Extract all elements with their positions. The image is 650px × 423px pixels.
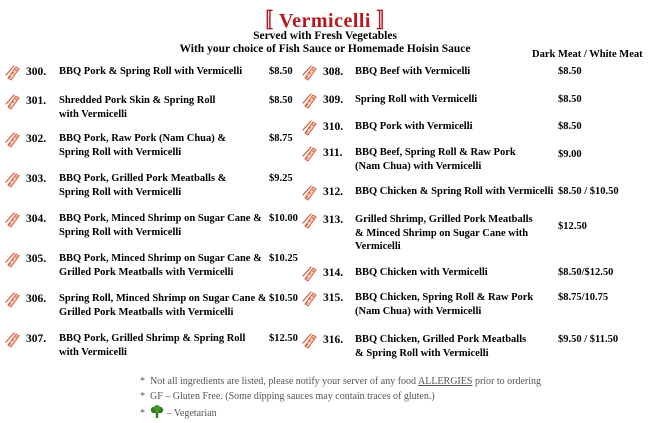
item-name: Shredded Pork Skin & Spring Roll [59,95,216,106]
item-number: 300. [26,66,47,78]
item-number: 304. [26,213,47,225]
chopsticks-icon [302,333,318,349]
subtitle-sauce: With your choice of Fish Sauce or Homemade Hoisin Sauce [179,43,471,55]
item-name: BBQ Pork & Spring Roll with Vermicelli [59,66,243,77]
item-price: $8.50 [558,121,582,132]
item-name: BBQ Chicken, Grilled Pork Meatballs [355,334,527,345]
item-name: BBQ Beef, Spring Roll & Raw Pork [355,147,516,158]
item-name: Spring Roll with Vermicelli [59,146,182,158]
item-price: $8.50/$12.50 [558,267,614,278]
asterisk: * [140,408,145,419]
allergies-word: ALLERGIES [417,376,473,387]
chopsticks-icon [5,212,21,228]
item-price: $8.50 [558,66,582,77]
subtitle-vegetables: Served with Fresh Vegetables [253,30,397,42]
chopsticks-icon [302,266,318,282]
item-number: 308. [323,66,344,78]
item-price: $8.50 [558,94,582,105]
item-price: $8.75 [269,133,293,144]
gluten-free-note [140,391,435,402]
item-name: Spring Roll with Vermicelli [355,94,478,105]
item-name: (Nam Chua) with Vermicelli [355,160,482,172]
allergy-note-text: Not all ingredients are listed, please notify your server of any food [150,376,418,387]
item-name: Spring Roll, Minced Shrimp on Sugar Cane & [59,293,267,304]
item-number: 314. [323,267,344,279]
chopsticks-icon [5,172,21,188]
item-name: (Nam Chua) with Vermicelli [355,305,482,317]
broccoli-icon [150,405,164,419]
item-name: BBQ Chicken with Vermicelli [355,267,488,278]
item-number: 316. [323,334,344,346]
item-name: BBQ Beef with Vermicelli [355,66,471,77]
item-name: & Spring Roll with Vermicelli [355,347,489,359]
item-name: with Vermicelli [59,346,127,358]
item-number: 307. [26,333,47,345]
item-name: Spring Roll with Vermicelli [59,186,182,198]
item-name: Vermicelli [355,241,401,252]
item-number: 315. [323,292,344,304]
vegetarian-text: – Vegetarian [166,408,217,419]
item-price: $10.25 [269,253,298,264]
title-text: Vermicelli [278,10,371,32]
asterisk: * [140,391,145,402]
item-name: BBQ Chicken & Spring Roll with Vermicelli [355,186,554,197]
item-price: $12.50 [558,221,587,232]
item-name: with Vermicelli [59,108,127,120]
item-name: BBQ Pork, Minced Shrimp on Sugar Cane & [59,253,262,264]
chopsticks-icon [5,65,21,81]
chopsticks-icon [302,146,318,162]
chopsticks-icon [302,120,318,136]
chopsticks-icon [5,94,21,110]
item-number: 311. [323,147,343,159]
item-name: Grilled Pork Meatballs with Vermicelli [59,266,234,278]
item-price: $9.50 / $11.50 [558,334,619,345]
item-price: $9.00 [558,149,582,160]
item-price: $8.50 / $10.50 [558,186,619,197]
item-price: $9.25 [269,173,293,184]
chopsticks-icon [5,332,21,348]
item-number: 303. [26,173,47,185]
item-name: BBQ Pork with Vermicelli [355,121,473,132]
item-price: $8.75/10.75 [558,292,609,303]
item-number: 312. [323,186,344,198]
item-number: 305. [26,253,47,265]
chopsticks-icon [5,132,21,148]
item-name: & Minced Shrimp on Sugar Cane with [355,227,529,239]
item-price: $8.50 [269,95,293,106]
chopsticks-icon [302,93,318,109]
allergy-note [140,376,541,387]
chopsticks-icon [302,185,318,201]
chopsticks-icon [5,252,21,268]
menu-title [0,4,650,33]
item-number: 301. [26,95,47,107]
title-bracket-right: 〛 [376,10,397,32]
vegetarian-note [140,405,217,419]
item-price: $10.00 [269,213,298,224]
item-number: 309. [323,94,344,106]
item-name: BBQ Pork, Grilled Shrimp & Spring Roll [59,333,246,344]
chopsticks-icon [302,291,318,307]
chopsticks-icon [302,213,318,229]
title-bracket-left: 〚 [252,10,274,32]
item-name: BBQ Pork, Grilled Pork Meatballs & [59,173,227,184]
price-column-note: Dark Meat / White Meat [532,49,643,60]
item-price: $8.50 [269,66,293,77]
item-number: 306. [26,293,47,305]
item-name: Grilled Shrimp, Grilled Pork Meatballs [355,214,533,225]
item-name: Grilled Pork Meatballs with Vermicelli [59,306,234,318]
item-price: $12.50 [269,333,298,344]
item-number: 313. [323,214,344,226]
item-number: 310. [323,121,344,133]
item-name: BBQ Pork, Raw Pork (Nam Chua) & [59,133,227,144]
item-name: Spring Roll with Vermicelli [59,226,182,238]
item-name: BBQ Chicken, Spring Roll & Raw Pork [355,292,534,303]
item-number: 302. [26,133,47,145]
chopsticks-icon [5,292,21,308]
item-price: $10.50 [269,293,298,304]
allergy-note-end: prior to ordering [472,376,542,387]
asterisk: * [140,376,145,387]
gluten-free-text: GF – Gluten Free. (Some dipping sauces may contain traces of gluten.) [150,391,435,402]
chopsticks-icon [302,65,318,81]
item-name: BBQ Pork, Minced Shrimp on Sugar Cane & [59,213,262,224]
